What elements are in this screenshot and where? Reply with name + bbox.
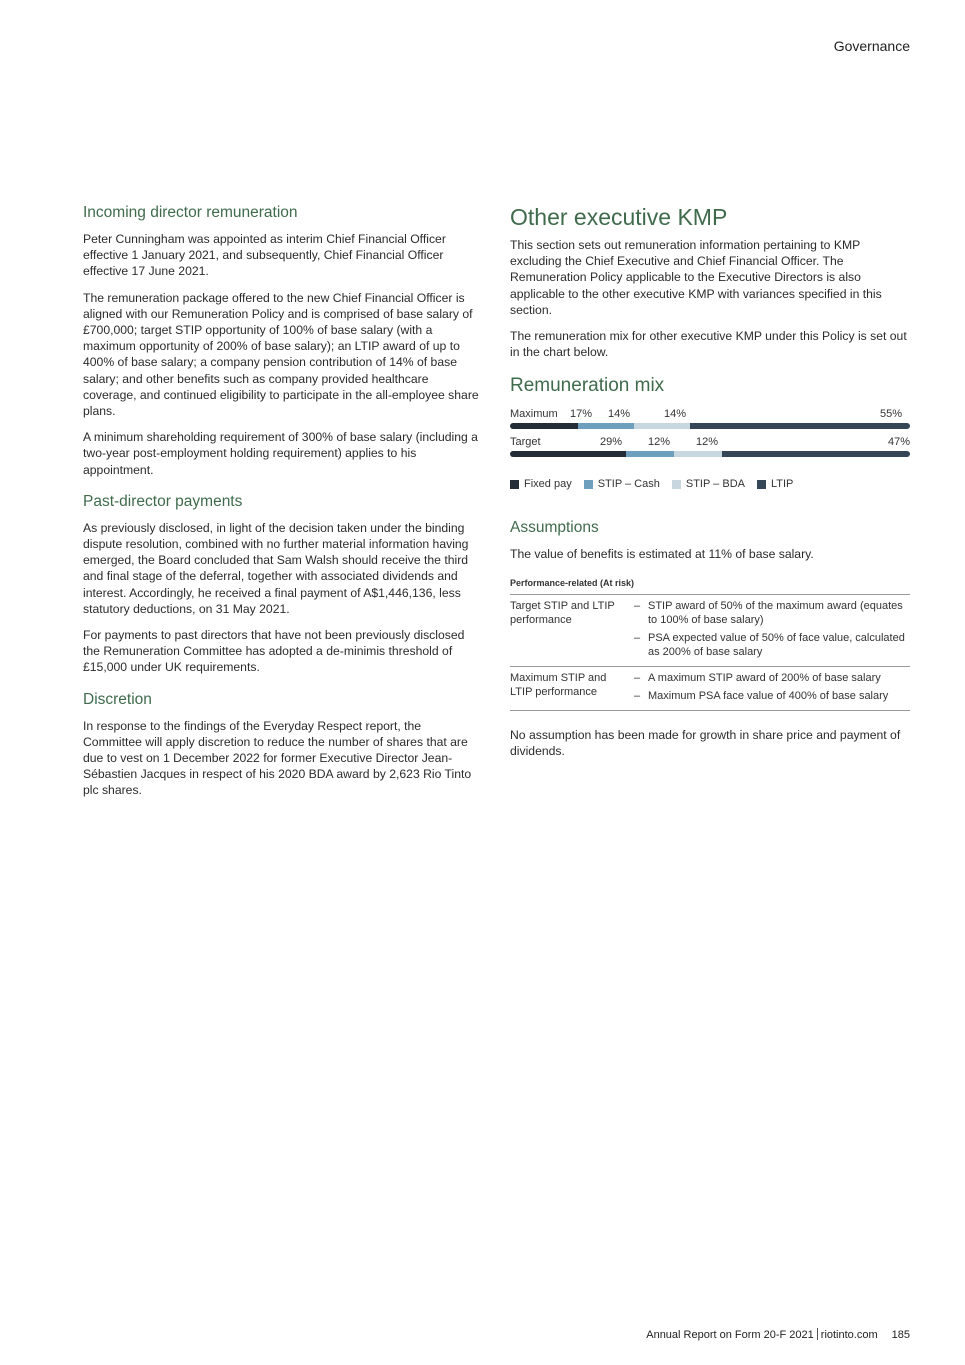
bar-segment (634, 423, 690, 429)
dash-marker: – (634, 631, 641, 644)
row-label: Target STIP and LTIP performance (510, 594, 634, 666)
bullet-text: STIP award of 50% of the maximum award (equates to 100% of base salary) (648, 599, 903, 626)
bullet-item (634, 671, 910, 685)
assumptions-heading: Assumptions (510, 519, 599, 537)
kmp-paragraph-2: The remuneration mix for other executive KMP under this Policy is set out in the chart below. (510, 329, 907, 360)
page-number: 185 (891, 1329, 910, 1341)
data-label: 55% (879, 408, 902, 421)
bar-segment (510, 423, 578, 429)
bullet-text: PSA expected value of 50% of face value, calculated as 200% of base salary (648, 631, 905, 658)
dash-marker: – (634, 599, 641, 612)
row-label: Maximum STIP and LTIP performance (510, 666, 634, 710)
legend-label: Fixed pay (524, 478, 572, 491)
legend-swatch (672, 480, 681, 489)
row-label-maximum: Maximum (510, 408, 558, 421)
incoming-paragraph-3: A minimum shareholding requirement of 300% of base salary (including a two-year post-employment holding requirement) applies to his appointment. (83, 430, 478, 477)
bar-segment (578, 423, 634, 429)
page-footer (646, 1328, 910, 1341)
footer-site: riotinto.com (820, 1329, 878, 1341)
right-column (510, 203, 910, 769)
bullet-text: Maximum PSA face value of 400% of base salary (648, 689, 889, 702)
incoming-director-section (83, 203, 483, 478)
incoming-director-heading: Incoming director remuneration (83, 204, 298, 221)
data-label: 14% (664, 408, 687, 421)
data-label: 29% (600, 436, 623, 449)
data-label: 12% (648, 436, 671, 449)
footer-report: Annual Report on Form 20-F 2021 (646, 1329, 814, 1341)
bullet-text: A maximum STIP award of 200% of base salary (648, 671, 881, 684)
legend-item (672, 478, 745, 490)
past-paragraph-2: For payments to past directors that have not been previously disclosed the Remuneration Committee has adopted a de-minimis threshold of £15,000 under UK requirements. (83, 628, 465, 675)
kmp-paragraph-1: This section sets out remuneration information pertaining to KMP excluding the Chief Executive and Chief Financial Officer. The Remuneration Policy applicable to the Executive Directors is also applicable to the other executive KMP with variances specified in this section. (510, 238, 882, 317)
bullet-item (634, 631, 910, 659)
incoming-paragraph-1: Peter Cunningham was appointed as interim Chief Financial Officer effective 1 January 2021, and subsequently, Chief Financial Officer effective 17 June 2021. (83, 232, 446, 279)
stacked-bar-target (510, 451, 910, 457)
discretion-heading: Discretion (83, 690, 152, 708)
footer-separator (817, 1328, 818, 1340)
bar-segment (626, 451, 674, 457)
discretion-section (83, 690, 483, 799)
legend-swatch (584, 480, 593, 489)
assumptions-paragraph-2: No assumption has been made for growth in share price and payment of dividends. (510, 727, 901, 758)
bullet-item (634, 689, 910, 703)
data-label: 17% (570, 408, 593, 421)
legend-label: STIP – BDA (685, 478, 745, 491)
legend-swatch (757, 480, 766, 489)
past-director-section (83, 492, 483, 676)
assumptions-paragraph-1: The value of benefits is estimated at 11% of base salary. (510, 547, 814, 562)
remuneration-mix-heading: Remuneration mix (510, 375, 665, 397)
bar-segment (510, 451, 626, 457)
data-label: 47% (887, 436, 910, 449)
past-paragraph-1: As previously disclosed, in light of the decision taken under the binding dispute resolution, combined with no further material information having emerged, the Board concluded that Sam Walsh should receive the third and final stage of the deferral, together with associated dividends and interest. Accordingly, he received a final payment of A$1,446,136, less statutory deductions, on 31 May 2021. (83, 520, 469, 616)
row-label-target: Target (510, 436, 541, 449)
left-column (83, 203, 483, 813)
bar-segment (690, 423, 910, 429)
table-row (510, 594, 910, 666)
stacked-bar-maximum (510, 423, 910, 429)
section-label: Governance (833, 38, 910, 54)
chart-legend (510, 478, 805, 490)
legend-swatch (510, 480, 519, 489)
table-row (510, 666, 910, 710)
dash-marker: – (634, 689, 641, 702)
row-bullets (634, 666, 910, 710)
data-label: 14% (608, 408, 631, 421)
legend-item (757, 478, 793, 490)
legend-item (584, 478, 660, 490)
remuneration-mix-chart (510, 408, 910, 496)
legend-item (510, 478, 572, 490)
table-caption: Performance-related (At risk) (510, 577, 635, 588)
discretion-paragraph: In response to the findings of the Everyday Respect report, the Committee will apply discretion to reduce the number of shares that are due to vest on 1 December 2022 for former Executive Director Jean-Sébastien Jacques in respect of his 2020 BDA award by 2,623 Rio Tinto plc shares. (83, 718, 472, 798)
bar-segment (674, 451, 722, 457)
bullet-item (634, 599, 910, 627)
legend-label: STIP – Cash (597, 478, 660, 491)
kmp-heading: Other executive KMP (510, 204, 728, 230)
assumptions-table (510, 573, 910, 711)
row-bullets (634, 594, 910, 666)
data-label: 12% (696, 436, 719, 449)
past-director-heading: Past-director payments (83, 492, 243, 510)
legend-label: LTIP (770, 478, 794, 491)
incoming-paragraph-2: The remuneration package offered to the new Chief Financial Officer is aligned with our Remuneration Policy and is comprised of base salary of £700,000; target STIP opportunity of 100% of base salary (with a maximum opportunity of 200% of base salary); an LTIP award of up to 400% of base salary; a company pension contribution of 14% of base salary; and other benefits such as company provided healthcare coverage, and continued eligibility to participate in the all-employee share plans. (83, 290, 479, 419)
bar-segment (722, 451, 910, 457)
dash-marker: – (634, 671, 641, 684)
